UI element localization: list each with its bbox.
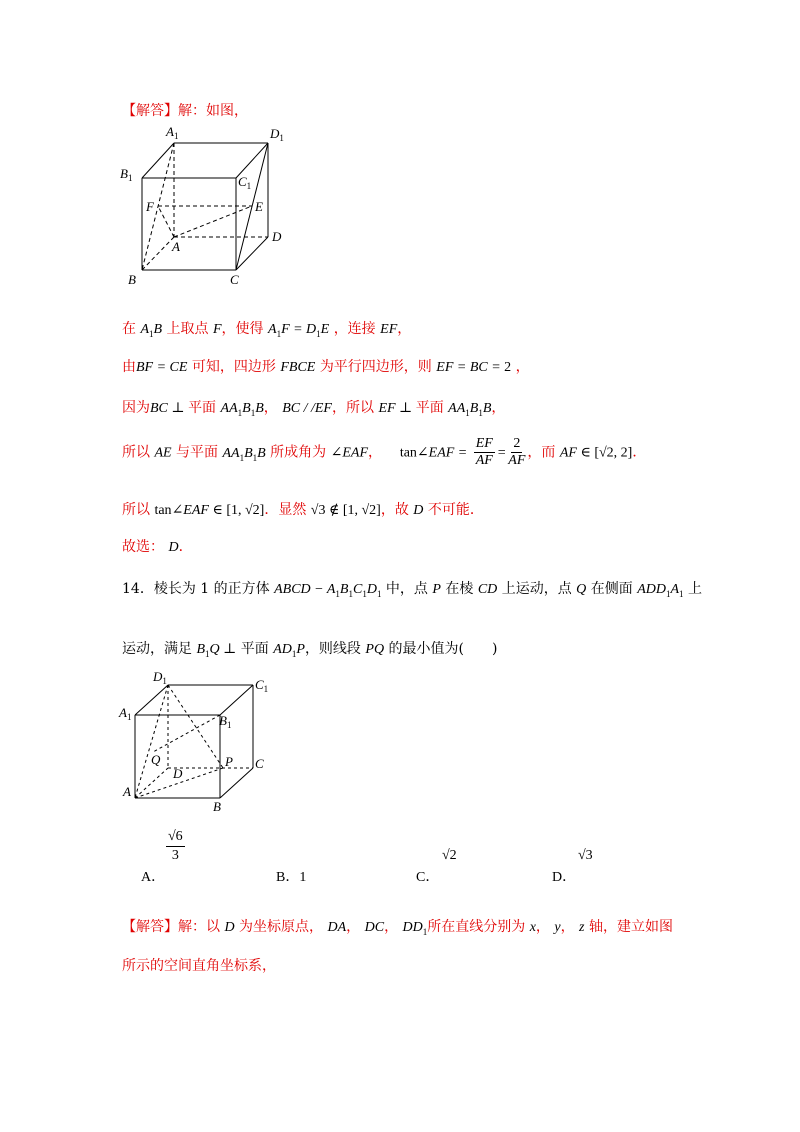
option-b-label: B． — [276, 870, 300, 885]
option-a[interactable] — [141, 828, 201, 885]
option-c-label: C． — [416, 870, 440, 885]
cube-figure-1 — [110, 120, 310, 295]
label-B-q14: B — [213, 799, 221, 814]
solution-line-1: 在 $A_1B$ 上取点 F，使得 $A_1F = D_1E$ ，连接 EF， — [122, 321, 412, 339]
question-14-line-2: 运动，满足 $B_1Q$ ⊥ 平面 $AD_1P$，则线段 PQ 的最小值为( ) — [122, 641, 498, 659]
label-D: D — [272, 229, 282, 244]
label-A: A — [172, 239, 180, 254]
option-c-value: √2 — [442, 848, 457, 863]
solution-line-4: 所以 AE 与平面 $AA_1B_1B$ 所成角为 ∠EAF， tan∠EAF = $\frac{EF}{AF}$ = $\frac{2}{AF}$ ，而 AF ∈ [√2, 2]． — [122, 436, 647, 468]
solution-line-3: 因为BC ⊥ 平面 $AA_1B_1B$， BC / /EF，所以 EF ⊥ 平面 $AA_1B_1B$， — [122, 400, 506, 418]
solution-line-2: 由BF = CE 可知，四边形 FBCE 为平行四边形，则 EF = BC = 2 ， — [122, 359, 530, 375]
answer-tag: 【解答】 — [122, 103, 178, 119]
option-c[interactable] — [416, 848, 476, 885]
option-d-label: D． — [552, 870, 577, 885]
cube-figure-2 — [115, 665, 285, 815]
option-b[interactable] — [276, 866, 306, 886]
solution-line-6: 故选： D． — [122, 539, 193, 555]
label-D-q14: D — [173, 766, 183, 781]
label-P-q14: P — [225, 754, 233, 769]
label-F: F — [146, 199, 154, 214]
solution-intro: 解：如图， — [178, 103, 248, 119]
option-d-value: √3 — [578, 848, 593, 863]
label-C-q14: C — [255, 756, 264, 771]
option-a-label: A． — [141, 870, 166, 885]
answer-tag-2: 【解答】 — [122, 919, 178, 935]
label-C: C — [230, 272, 239, 287]
label-A1: $A_1$ — [166, 124, 179, 141]
label-D1-q14: $D_1$ — [153, 669, 167, 686]
solution-2-line-1: 【解答】解：以 D 为坐标原点， DA， DC， $DD_1$所在直线分别为 x， y， z 轴，建立如图 — [122, 919, 673, 937]
label-Q-q14: Q — [151, 752, 161, 767]
option-b-value: 1 — [299, 870, 307, 885]
label-E: E — [255, 199, 263, 214]
solution-header — [122, 100, 248, 120]
solution-2-line-2: 所示的空间直角坐标系， — [122, 958, 276, 974]
label-B1-q14: $B_1$ — [219, 713, 232, 730]
label-B1: $B_1$ — [120, 166, 133, 183]
question-14-line-1: 14．棱长为 1 的正方体 ABCD − $A_1B_1C_1D_1$ 中，点 P 在棱 CD 上运动，点 Q 在侧面 $ADD_1A_1$ 上 — [122, 581, 702, 599]
label-A1-q14: $A_1$ — [119, 705, 132, 722]
label-C1-q14: $C_1$ — [255, 677, 269, 694]
option-a-fraction: √6 3 — [168, 829, 183, 863]
label-B: B — [128, 272, 136, 287]
label-A-q14: A — [123, 784, 131, 799]
solution-line-5: 所以 tan∠EAF ∈ [1, √2]．显然 √3 ∉ [1, √2]，故 D 不可能． — [122, 502, 484, 518]
label-D1: $D_1$ — [270, 126, 284, 143]
option-d[interactable] — [552, 848, 612, 885]
label-C1: $C_1$ — [238, 174, 252, 191]
